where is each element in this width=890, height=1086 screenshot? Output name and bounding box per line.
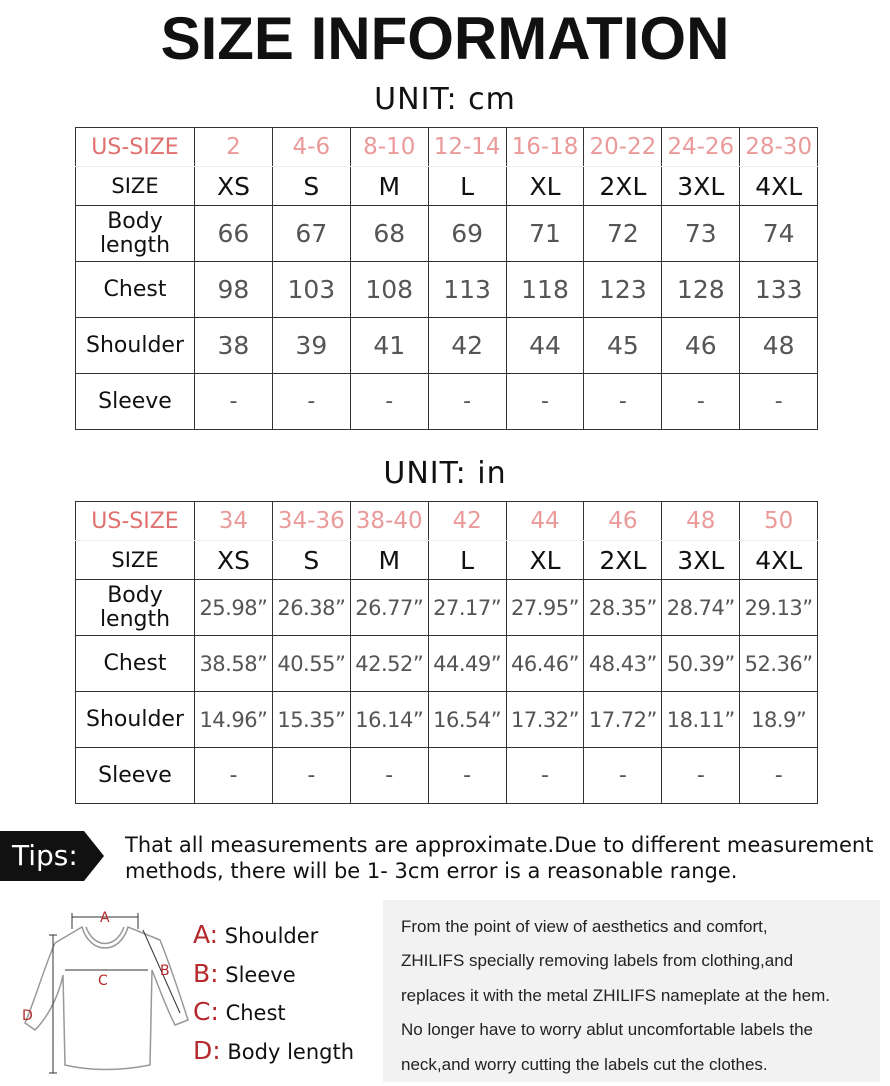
us-size-value: 4-6	[272, 128, 350, 167]
table-cell: 17.72”	[584, 692, 662, 748]
legend-item	[193, 920, 354, 959]
us-size-value: 8-10	[350, 128, 428, 167]
legend-letter: A:	[193, 920, 219, 949]
table-cell: -	[740, 374, 818, 430]
table-cell: 18.11”	[662, 692, 740, 748]
us-size-value: 16-18	[506, 128, 584, 167]
size-value: M	[350, 541, 428, 580]
table-cell: 26.38”	[272, 580, 350, 636]
table-cell: -	[428, 374, 506, 430]
table-cell: 18.9”	[740, 692, 818, 748]
size-value: M	[350, 167, 428, 206]
us-size-value: 34	[195, 502, 273, 541]
legend-letter: B:	[193, 958, 219, 988]
table-cell: 44	[506, 318, 584, 374]
table-cell: 113	[428, 262, 506, 318]
diagram-marker-a: A	[100, 910, 110, 926]
size-value: 3XL	[662, 167, 740, 206]
legend-item	[193, 1036, 354, 1075]
table-cell: 123	[584, 262, 662, 318]
table-cell: 41	[350, 318, 428, 374]
diagram-marker-b: B	[160, 963, 170, 979]
us-size-value: 34-36	[272, 502, 350, 541]
table-cell: 108	[350, 262, 428, 318]
size-value: 2XL	[584, 541, 662, 580]
table-row	[76, 206, 818, 262]
table-cell: 25.98”	[195, 580, 273, 636]
us-size-row	[76, 502, 818, 541]
table-cell: 48	[740, 318, 818, 374]
table-cell: 71	[506, 206, 584, 262]
table-cell: 44.49”	[428, 636, 506, 692]
size-value: 2XL	[584, 167, 662, 206]
page-title: SIZE INFORMATION	[160, 5, 730, 72]
table-cell: -	[272, 748, 350, 804]
table-row	[76, 636, 818, 692]
legend-label: Shoulder	[224, 924, 319, 948]
table-row	[76, 580, 818, 636]
diagram-marker-c: C	[98, 973, 108, 989]
table-cell: 73	[662, 206, 740, 262]
size-label: SIZE	[76, 541, 195, 580]
table-cell: 68	[350, 206, 428, 262]
row-label: Body length	[76, 206, 195, 262]
table-cell: 17.32”	[506, 692, 584, 748]
size-value: L	[428, 541, 506, 580]
note-line: ZHILIFS specially removing labels from clothing,and	[401, 951, 794, 971]
row-label: Chest	[76, 636, 195, 692]
legend-label: Body length	[227, 1039, 355, 1064]
table-cell: 66	[195, 206, 273, 262]
table-row	[76, 692, 818, 748]
in-unit-label: UNIT: in	[383, 456, 507, 491]
row-label: Sleeve	[76, 748, 195, 804]
table-cell: 26.77”	[350, 580, 428, 636]
table-cell: 69	[428, 206, 506, 262]
us-size-value: 44	[506, 502, 584, 541]
size-table-cm	[75, 127, 818, 430]
table-row	[76, 318, 818, 374]
tips-text: That all measurements are approximate.Due to different measurement methods, there will be 1- 3cm error is a reasonable range.	[125, 833, 874, 883]
us-size-value: 24-26	[662, 128, 740, 167]
table-cell: 50.39”	[662, 636, 740, 692]
row-label: Sleeve	[76, 374, 195, 430]
table-cell: 46.46”	[506, 636, 584, 692]
table-cell: -	[584, 748, 662, 804]
note-line: replaces it with the metal ZHILIFS nameplate at the hem.	[401, 985, 830, 1005]
table-cell: 28.35”	[584, 580, 662, 636]
table-cell: 46	[662, 318, 740, 374]
table-cell: 38.58”	[195, 636, 273, 692]
table-cell: 16.14”	[350, 692, 428, 748]
table-cell: 42.52”	[350, 636, 428, 692]
table-row	[76, 374, 818, 430]
size-label: SIZE	[76, 167, 195, 206]
table-cell: 39	[272, 318, 350, 374]
diagram-marker-d: D	[22, 1008, 33, 1024]
size-value: 3XL	[662, 541, 740, 580]
size-value: XS	[195, 167, 273, 206]
table-cell: -	[428, 748, 506, 804]
size-value: L	[428, 167, 506, 206]
us-size-value: 42	[428, 502, 506, 541]
table-cell: 14.96”	[195, 692, 273, 748]
table-cell: -	[350, 748, 428, 804]
legend-item	[193, 959, 354, 998]
size-value: S	[272, 541, 350, 580]
tips-badge: Tips:	[0, 831, 84, 881]
table-cell: 29.13”	[740, 580, 818, 636]
table-cell: -	[350, 374, 428, 430]
row-label: Shoulder	[76, 318, 195, 374]
us-size-label: US-SIZE	[76, 128, 195, 167]
us-size-value: 48	[662, 502, 740, 541]
row-label: Shoulder	[76, 692, 195, 748]
label-note	[383, 900, 880, 1082]
tips-arrow-icon	[84, 831, 104, 881]
table-cell: 27.17”	[428, 580, 506, 636]
size-value: 4XL	[740, 167, 818, 206]
table-cell: 133	[740, 262, 818, 318]
us-size-value: 46	[584, 502, 662, 541]
table-cell: 128	[662, 262, 740, 318]
size-value: XL	[506, 541, 584, 580]
table-cell: -	[195, 374, 273, 430]
size-value: XL	[506, 167, 584, 206]
row-label: Body length	[76, 580, 195, 636]
table-cell: -	[662, 374, 740, 430]
table-cell: 103	[272, 262, 350, 318]
table-cell: 48.43”	[584, 636, 662, 692]
table-cell: -	[506, 374, 584, 430]
table-cell: -	[195, 748, 273, 804]
table-cell: -	[662, 748, 740, 804]
table-row	[76, 262, 818, 318]
size-value: 4XL	[740, 541, 818, 580]
table-cell: 42	[428, 318, 506, 374]
us-size-value: 2	[195, 128, 273, 167]
us-size-label: US-SIZE	[76, 502, 195, 541]
table-row	[76, 748, 818, 804]
table-cell: 15.35”	[272, 692, 350, 748]
table-cell: 40.55”	[272, 636, 350, 692]
table-cell: 52.36”	[740, 636, 818, 692]
table-cell: 38	[195, 318, 273, 374]
table-cell: -	[584, 374, 662, 430]
us-size-value: 20-22	[584, 128, 662, 167]
legend-label: Sleeve	[225, 962, 296, 987]
measurement-legend	[193, 920, 354, 1074]
shirt-measurement-icon	[20, 905, 190, 1075]
us-size-value: 12-14	[428, 128, 506, 167]
us-size-row	[76, 128, 818, 167]
table-cell: 16.54”	[428, 692, 506, 748]
table-cell: -	[740, 748, 818, 804]
table-cell: -	[272, 374, 350, 430]
cm-unit-label: UNIT: cm	[374, 82, 516, 117]
size-value: S	[272, 167, 350, 206]
us-size-value: 28-30	[740, 128, 818, 167]
note-line: From the point of view of aesthetics and comfort,	[401, 917, 768, 936]
us-size-value: 50	[740, 502, 818, 541]
size-value: XS	[195, 541, 273, 580]
row-label: Chest	[76, 262, 195, 318]
table-cell: 118	[506, 262, 584, 318]
note-line: No longer have to worry ablut uncomfortable labels the	[401, 1020, 814, 1040]
us-size-value: 38-40	[350, 502, 428, 541]
size-row	[76, 541, 818, 580]
legend-item	[193, 997, 354, 1036]
size-table-in	[75, 501, 818, 804]
table-cell: 74	[740, 206, 818, 262]
legend-letter: D:	[193, 1035, 221, 1065]
table-cell: 72	[584, 206, 662, 262]
table-cell: -	[506, 748, 584, 804]
legend-letter: C:	[193, 997, 219, 1026]
table-cell: 67	[272, 206, 350, 262]
table-cell: 45	[584, 318, 662, 374]
table-cell: 27.95”	[506, 580, 584, 636]
size-row	[76, 167, 818, 206]
legend-label: Chest	[225, 1001, 286, 1025]
note-line: neck,and worry cutting the labels cut the clothes.	[401, 1054, 768, 1074]
table-cell: 98	[195, 262, 273, 318]
table-cell: 28.74”	[662, 580, 740, 636]
